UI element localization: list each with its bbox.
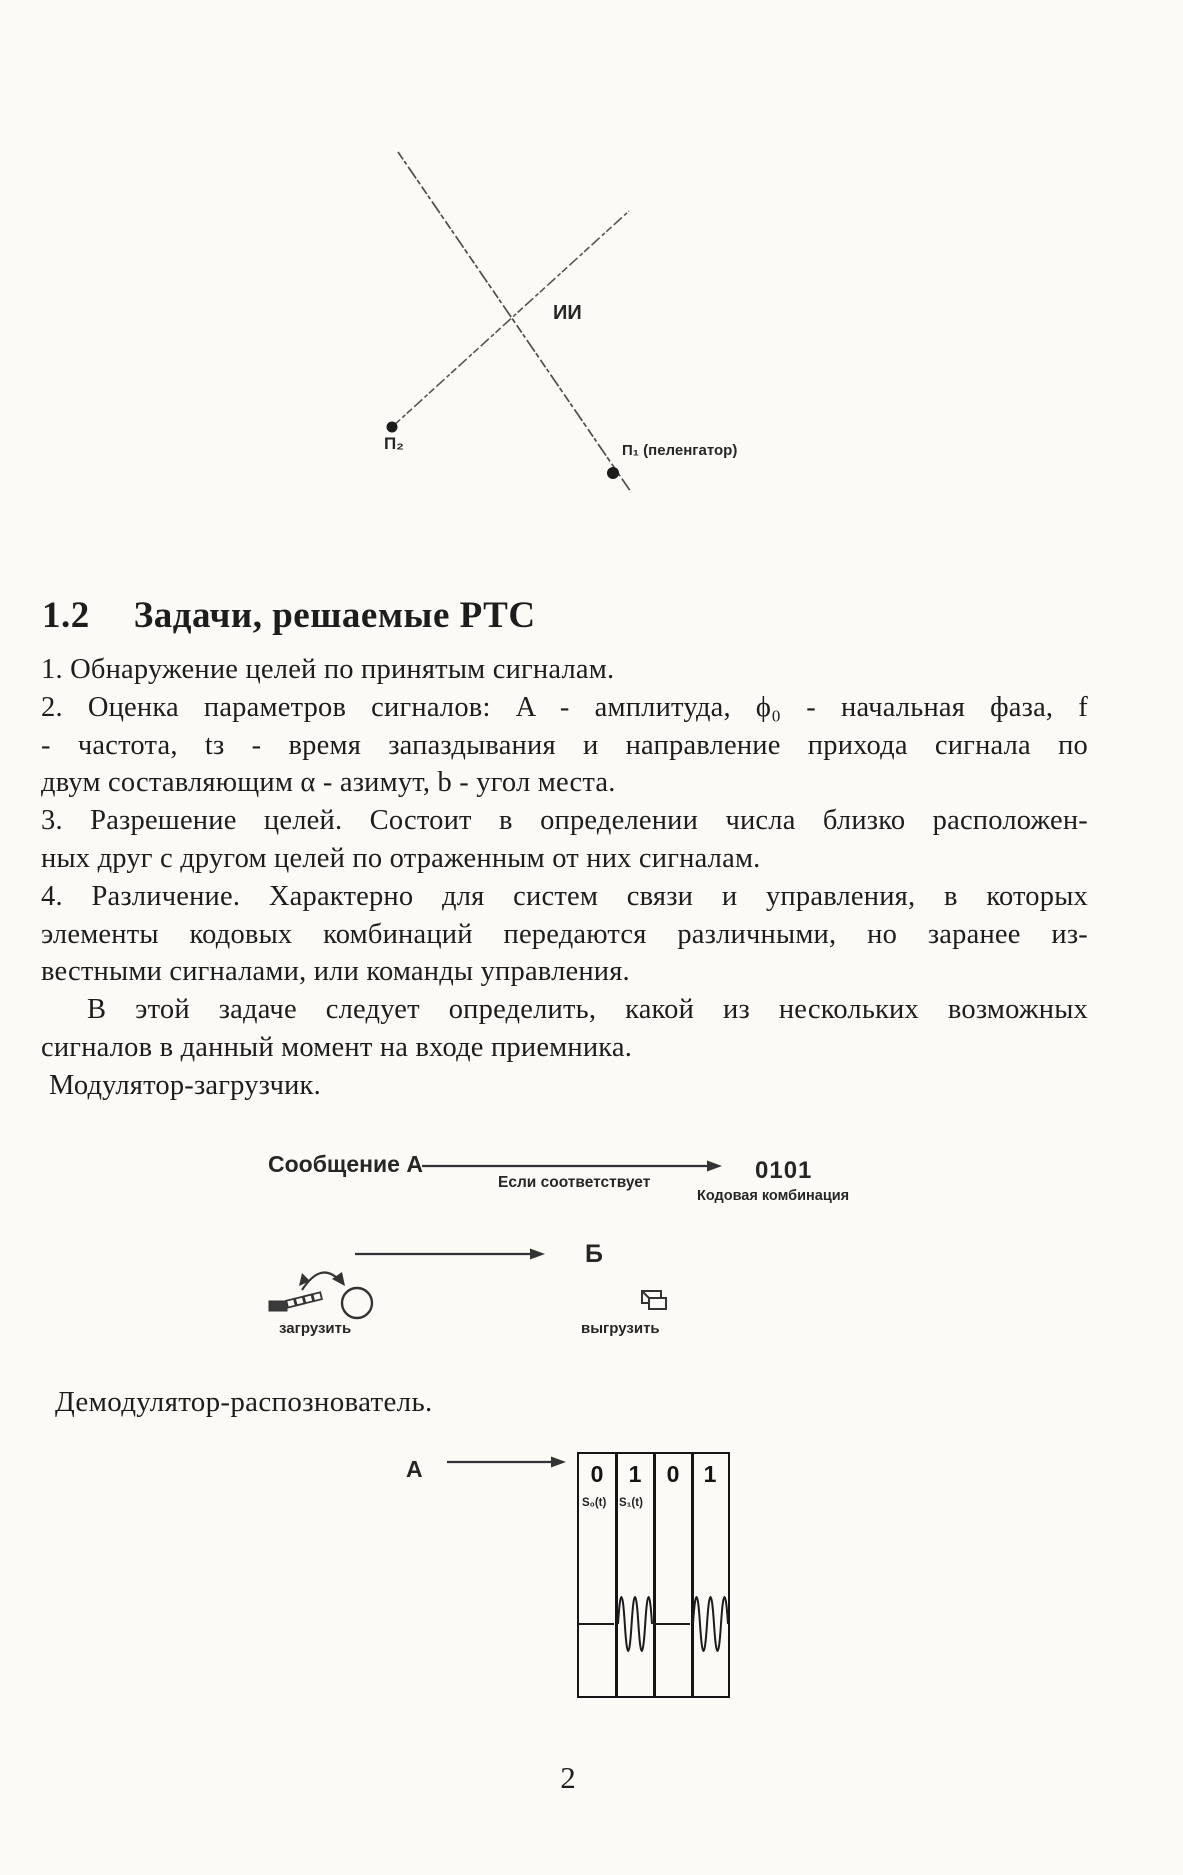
bit-cell: 0 bbox=[666, 1461, 680, 1487]
body-line: 4. Различение. Характерно для систем связи и управления, в которых bbox=[41, 880, 1088, 912]
section-heading bbox=[42, 594, 536, 637]
code-caption: Кодовая комбинация bbox=[697, 1188, 850, 1204]
body-line: В этой задаче следует определить, какой из нескольких возможных bbox=[87, 994, 1088, 1026]
demod-input-label: A bbox=[406, 1456, 423, 1482]
intersection-label: ИИ bbox=[553, 302, 582, 324]
bit-cell: 0 bbox=[590, 1461, 604, 1487]
bearing-line-1 bbox=[398, 152, 631, 492]
message-label: Сообщение А bbox=[268, 1151, 423, 1177]
station2-label: П₂ bbox=[384, 434, 404, 453]
load-icon bbox=[269, 1272, 372, 1318]
body-line: элементы кодовых комбинаций передаются различными, но заранее из- bbox=[41, 918, 1088, 950]
body-line: 2. Оценка параметров сигналов: A - амплитуда, ϕ₀ - начальная фаза, f bbox=[41, 691, 1088, 723]
unload-icon bbox=[642, 1291, 666, 1309]
modulator-caption: Модулятор-загрузчик. bbox=[49, 1069, 321, 1101]
station1-label: П₁ (пеленгатор) bbox=[622, 442, 738, 459]
bit-cell: 1 bbox=[703, 1461, 717, 1487]
station1-dot bbox=[607, 467, 619, 479]
output-arrow-head bbox=[530, 1249, 545, 1260]
demodulator-table bbox=[577, 1452, 730, 1698]
demodulator-heading: Демодулятор-распознователь. bbox=[55, 1386, 433, 1418]
signal-label-s1: S₁(t) bbox=[619, 1497, 643, 1509]
station2-dot bbox=[387, 422, 398, 433]
message-arrow-head bbox=[707, 1161, 722, 1172]
body-line: 1. Обнаружение целей по принятым сигналам. bbox=[41, 654, 615, 685]
load-label: загрузить bbox=[279, 1320, 352, 1337]
signal-waveforms bbox=[579, 1454, 728, 1696]
section-number: 1.2 bbox=[42, 595, 90, 636]
body-line: ных друг с другом целей по отраженным от них сигналам. bbox=[41, 842, 761, 874]
body-line: вестными сигналами, или команды управления. bbox=[41, 956, 630, 988]
demod-input-arrow bbox=[440, 1450, 580, 1480]
body-line: 3. Разрешение целей. Состоит в определении числа близко расположен- bbox=[41, 805, 1088, 837]
unload-label: выгрузить bbox=[581, 1320, 660, 1337]
bearing-line-2 bbox=[392, 211, 629, 427]
body-text bbox=[41, 651, 1088, 1105]
bit-cell: 1 bbox=[628, 1461, 642, 1487]
sine-signal bbox=[693, 1597, 728, 1651]
sine-signal bbox=[618, 1597, 652, 1651]
body-line: сигналов в данный момент на входе приемника. bbox=[41, 1031, 633, 1063]
page-number: 2 bbox=[560, 1760, 576, 1795]
body-line: - частота, tз - время запаздывания и направление прихода сигнала по bbox=[41, 729, 1088, 761]
section-title: Задачи, решаемые РТС bbox=[133, 595, 536, 636]
signal-label-s0: S₀(t) bbox=[582, 1497, 607, 1509]
code-value: 0101 bbox=[755, 1157, 813, 1184]
body-line: двум составляющим α - азимут, b - угол места. bbox=[41, 767, 616, 799]
condition-caption: Если соответствует bbox=[498, 1174, 651, 1191]
output-b-label: Б bbox=[585, 1240, 603, 1268]
